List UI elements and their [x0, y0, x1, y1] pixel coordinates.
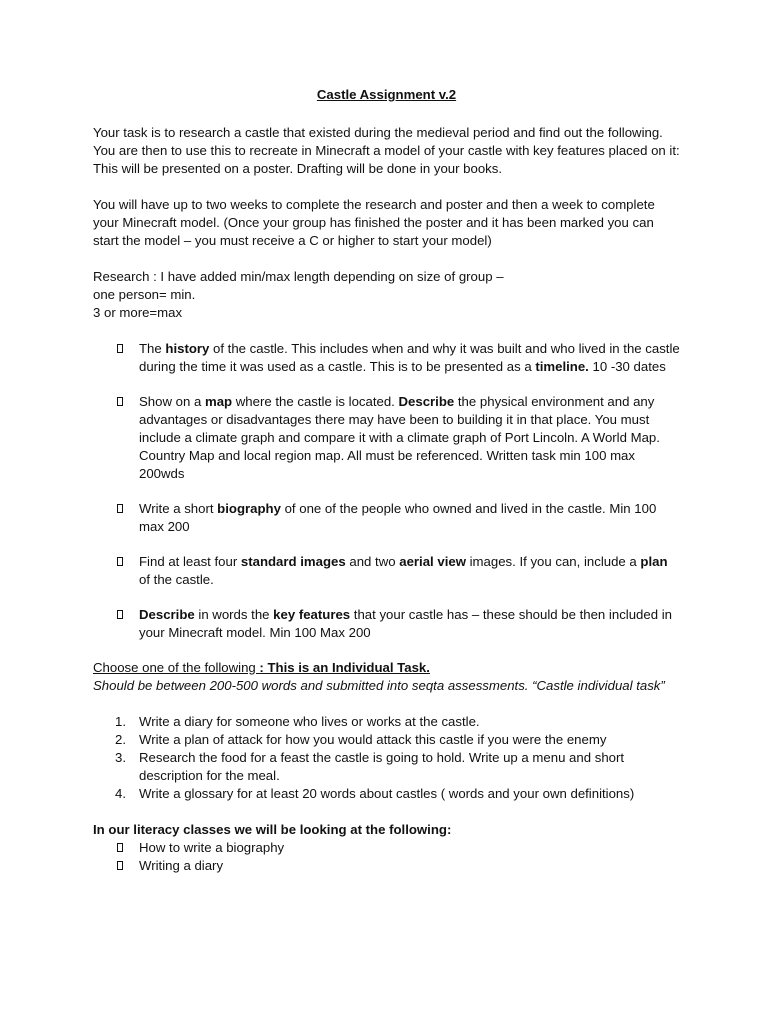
bullet-text: Write a short	[139, 501, 218, 516]
literacy-item-text: Writing a diary	[139, 858, 224, 873]
bullet-text: Show on a	[139, 394, 205, 409]
research-line-2: one person= min.	[93, 287, 196, 302]
task-text: Research the food for a feast the castle is going to hold. Write up a menu and short description for the meal.	[139, 750, 625, 783]
bullet-text: of the castle.	[139, 572, 214, 587]
choose-bold: : This is an Individual Task.	[259, 660, 430, 675]
bullet-box-icon	[117, 504, 123, 513]
bullet-text: images. If you can, include a	[465, 554, 641, 569]
bullet-bold: timeline.	[535, 359, 589, 374]
bullet-bold: Describe	[398, 394, 455, 409]
bullet-box-icon	[117, 344, 123, 353]
bullet-box-icon	[117, 557, 123, 566]
bullet-bold: biography	[217, 501, 281, 516]
bullet-key-features	[93, 606, 680, 642]
literacy-item	[93, 839, 680, 857]
bullet-text: that your castle has – these should be then included in your Minecraft model. Min 100 Max 200	[139, 607, 672, 640]
task-number: 3.	[115, 750, 126, 765]
bullet-text: of the castle. This includes when and why it was built and who lived in the castle during the time it was used as a castle. This is to be presented as a	[139, 341, 680, 374]
bullet-text: where the castle is located.	[232, 394, 399, 409]
intro-paragraph: Your task is to research a castle that existed during the medieval period and find out the following. You are then to use this to recreate in Minecraft a model of your castle with key features placed on it: This will be presented on a poster. Drafting will be done in your books.	[93, 125, 680, 176]
literacy-item	[93, 857, 680, 875]
individual-task-list	[93, 713, 680, 803]
task-number: 2.	[115, 732, 126, 747]
task-number: 4.	[115, 786, 126, 801]
bullet-text: Find at least four	[139, 554, 241, 569]
bullet-bold: history	[165, 341, 210, 356]
task-item	[93, 713, 680, 731]
literacy-item-text: How to write a biography	[139, 840, 285, 855]
bullet-map	[93, 393, 680, 483]
task-number: 1.	[115, 714, 126, 729]
bullet-text: the physical environment and any advantages or disadvantages there may have been to building it in that place. You must include a climate graph and compare it with a climate graph of Port Lincoln. A World Map. Country Map and local region map. All must be referenced. Written task min 100 max 200wds	[139, 394, 660, 481]
bullet-box-icon	[117, 861, 123, 870]
bullet-biography	[93, 500, 680, 536]
bullet-text: and two	[345, 554, 400, 569]
task-text: Write a plan of attack for how you would attack this castle if you were the enemy	[139, 732, 607, 747]
bullet-box-icon	[117, 397, 123, 406]
research-line-3: 3 or more=max	[93, 305, 183, 320]
task-item	[93, 731, 680, 749]
task-item	[93, 785, 680, 803]
bullet-bold: plan	[640, 554, 668, 569]
bullet-bold: Describe	[139, 607, 195, 622]
bullet-bold: aerial view	[399, 554, 466, 569]
bullet-bold: map	[204, 394, 233, 409]
choose-note: Should be between 200-500 words and submitted into seqta assessments. “Castle individual task”	[93, 678, 665, 693]
research-block	[93, 268, 680, 322]
literacy-heading: In our literacy classes we will be looking at the following:	[93, 822, 452, 837]
bullet-box-icon	[117, 843, 123, 852]
page-title: Castle Assignment v.2	[316, 87, 457, 102]
bullet-bold: key features	[273, 607, 351, 622]
bullet-text: The	[139, 341, 166, 356]
literacy-list	[93, 839, 680, 875]
bullet-text: 10 -30 dates	[588, 359, 666, 374]
research-bullet-list	[93, 340, 680, 642]
bullet-text: in words the	[194, 607, 274, 622]
bullet-bold: standard images	[240, 554, 346, 569]
choose-heading	[93, 659, 680, 677]
bullet-text: of one of the people who owned and lived in the castle. Min 100 max 200	[139, 501, 657, 534]
task-text: Write a glossary for at least 20 words about castles ( words and your own definitions)	[139, 786, 635, 801]
timeline-paragraph: You will have up to two weeks to complete the research and poster and then a week to complete your Minecraft model. (Once your group has finished the poster and it has been marked you can start the model – you must receive a C or higher to start your model)	[93, 197, 655, 248]
bullet-history	[93, 340, 680, 376]
task-text: Write a diary for someone who lives or works at the castle.	[139, 714, 480, 729]
bullet-box-icon	[117, 610, 123, 619]
choose-lead: Choose one of the following	[93, 660, 260, 675]
task-item	[93, 749, 680, 785]
bullet-images	[93, 553, 680, 589]
research-line-1: Research : I have added min/max length depending on size of group –	[93, 269, 504, 284]
